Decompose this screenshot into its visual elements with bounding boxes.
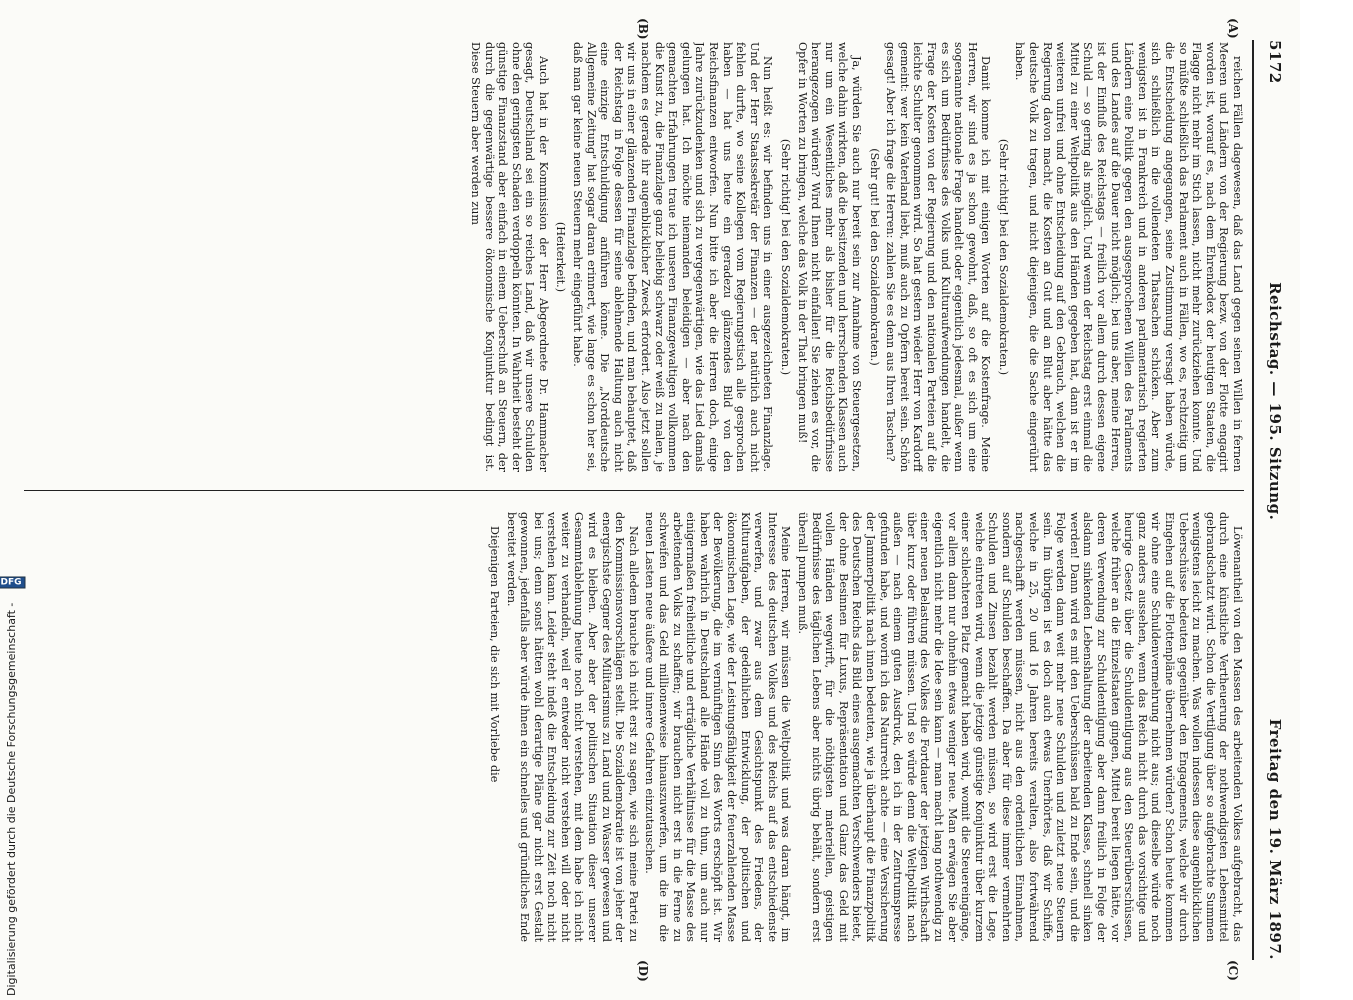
page-title: Reichstag. — 195. Sitzung. (1266, 282, 1284, 521)
column-divider (24, 490, 1244, 491)
paragraph: reichen Fällen dagewesen, daß das Land gegen seinen Willen in fernen Meeren und Ländern von der Regierung bezw. von der Flotte engagirt worden ist, worauf es, nach dem Ehrenkodex der heutigen Staaten, die Flagge nicht mehr im Stich lassen, nicht mehr zurückziehen konnte. Und so müßte schließlich das Parlament auch in Fällen, wo es, rechtzeitig um die Entscheidung angegangen, seine Zustimmung versagt haben würde, sich schließlich in die vollendeten Thatsachen schicken. Aber zum wenigsten ist in Frankreich und in anderen parlamentarisch regierten Ländern eine Politik gegen den ausgesprochenen Willen des Parlaments und des Landes auf die Dauer nicht möglich; bei uns aber, meine Herren, ist der Einfluß des Reichstags — freilich vor allem durch dessen eigene Schuld — so gering als möglich. Und wenn der Reichstag erst einmal die Mittel zu einer Weltpolitik aus den Händen gegeben hat, dann ist er im weiteren unfrei und ohne Entscheidung auf den Gebrauch, welchen die Regierung davon macht, die Kosten an Gut und an Blut aber hätte das deutsche Volk zu tragen, und nicht diejenigen, die die Sache eingerührt haben. (1013, 42, 1244, 472)
paragraph: Diejenigen Parteien, die sich mit Vorliebe die (487, 526, 501, 783)
interjection: (Sehr richtig! bei den Sozialdemokraten.) (779, 138, 792, 376)
header-rule (1252, 40, 1254, 960)
paragraph: Nun heißt es: wir befinden uns in einer ausgezeichneten Finanzlage. Und der Herr Staatssekretär der Finanzen — der natürlich auch nicht fehlen durfte, wo seine Kollegen vom Regierungstisch alle gesprochen haben — hat uns heute ein geradezu glänzendes Bild von den Reichsfinanzen entworfen. Nun bitte ich aber die Herren doch, einige Jahre zurückzudenken und sich zu vergegenwärtigen, wie das Lied damals gelungen hat. Ich möchte niemanden beleidigen — aber nach den gemachten Erfahrungen traue ich unseren Finanzgewaltigen vollkommen die Kunst zu, die Finanzlage ganz beliebig schwarz oder weiß zu malen, je nachdem es gerade ihr augenblicklicher Zweck erfordert. Also jetzt sollen wir uns in einer glänzenden Finanzlage befinden, und man behauptet, daß der Reichstag in Folge dessen für seine ablehnende Haltung auch nicht eine einzige Entschuldigung anführen könne. Die „Norddeutsche Allgemeine Zeitung" hat sogar daran erinnert, wie lange es schon her sei, daß man gar keine neuen Steuern mehr eingeführt habe. (571, 42, 775, 472)
margin-marker-d: (D) (636, 960, 650, 982)
digitization-credit (2, 2, 24, 996)
page-header (1258, 40, 1292, 960)
interjection: (Sehr richtig! bei den Sozialdemokraten.) (996, 138, 1010, 376)
left-text-column (24, 42, 1244, 472)
interjection: (Sehr gut! bei den Sozialdemokraten.) (867, 148, 881, 366)
paragraph: Meine Herren, wir müssen die Weltpolitik und was daran hängt, im Interesse des deutschen Volkes und des Reichs auf das entschiedenste verwerfen, und zwar aus dem Gesichtspunkt des Friedens, der Kulturaufgaben, der gedeihlichen Entwicklung, der politischen und ökonomischen Lage, wie der Leistungsfähigkeit der feuerzahlenden Masse der Bevölkerung, die im vernünftigen Sinn des Worts erschöpft ist. Wir haben wahrlich in Deutschland alle Hände voll zu thun, um auch nur einigermaßen freiheitliche und erträgliche Verhältnisse für die Masse des arbeitenden Volks zu schaffen; wir brauchen nicht erst in die Ferne zu schweifen und das Geld millionenweise hinauszuwerfen, um die im die neuen Lasten neue äußere und innere Gefahren einzutauschen. (643, 512, 793, 942)
margin-marker-b: (B) (636, 18, 650, 40)
interjection: (Heiterkeit.) (554, 221, 568, 293)
paragraph: Nach alledem brauche ich nicht erst zu sagen, wie sich meine Partei zu den Kommissionsvorschlägen stellt. Die Sozialdemokratie ist von jeher der energischste Gegner des Militarismus zu Land und zu Wasser gewesen und wird es bleiben. Aber aber der politischen Situation dieser unserer Gesammtablehnung heute noch nicht verstehen, mit dem habe ich nicht weiter zu verhandeln, weil er entweder nicht verstehen will oder nicht verstehen kann. Leider steht indeß die Entscheidung zur Zeit noch nicht bei uns; denn sonst hätten wohl derartige Pläne gar nicht erst Gestalt gewonnen, jedenfalls aber würde ihnen ein schnelles und gründliches Ende bereitet werden. (504, 512, 640, 942)
credit-text: Digitalisierung gefördert durch die Deutsche Forschungsgemeinschaft - (4, 602, 18, 996)
margin-marker-a: (A) (1226, 18, 1240, 39)
margin-marker-c: (C) (1226, 960, 1240, 981)
paragraph: Damit komme ich mit einigen Worten auf die Kostenfrage. Meine Herren, wir sind es ja schon gewohnt, daß, so oft es sich um eine sogenannte nationale Frage handelt oder eigentlich jedesmal, außer wenn es sich um Bedürfnisse des Volks und Kulturaufwendungen handelt, die Frage der Kosten von der Regierung und den nationalen Parteien auf die leichte Schulter genommen wird. So hat gestern wieder Herr von Kardorff gemeint: wer kein Vaterland liebt, muß auch zu Opfern bereit sein. Schön gesagt! Aber ich frage die Herren: zahlen Sie es denn aus Ihren Taschen? (884, 42, 993, 472)
paragraph: Löwenantheil von den Massen des arbeitenden Volkes aufgebracht, das durch eine künstliche Vertheuerung der nothwendigsten Lebensmittel gebrandschatzt wird. Schon die Vertilgung über so aufgebrachte Summen wenigstens leicht zu machen. Was wollen indessen diese augenblicklichen Ueberschüsse bedeuten gegenüber den Engagements, welche wir durch Eingehen auf die Flottenpläne übernehmen würden? Schon heute kommen wir ohne eine Schuldenvermehrung nicht aus; und dieselbe würde noch ganz anders aussehen, wenn das Reich nicht durch das vorsichtige und heurige Gesetz über die Schuldentilgung aus den Steuerüberschüssen, welche früher an die Einzelstaaten gingen, Mittel bereit liegen hätte, vor deren Verwendung zur Schuldentilgung aber dann freilich in Folge der alsdann sinkenden Lebenshaltung der arbeitenden Klasse, schnell sinken werden! Dann wird es mit den Ueberschüssen bald zu Ende sein, und die Folge werden dann weit mehr neue Schulden und zuletzt neue Steuern sein. Im übrigen ist es doch auch etwas Unerhörtes, daß wir Schiffe, welche in 25, 20 und 16 Jahren bereits veralten, also fortwährend nachgeschafft werden müssen, nicht aus den ordentlichen Einnahmen, sondern auf Schulden beschaffen. Da aber für diese immer vermehrten Schulden und Zinsen bezahlt werden müssen, so wird erst die Lage, welche eintreten wird, wenn die jetzige günstige Konjunktur über kurzem einer schlechteren Platz gemacht haben wird, womit die Steuereingänge, vor allem dann nur ohnehin etwas weniger neue. Man erwägen Sie aber eigentlich nicht mehr die Idee sein kann — man macht lang nothwendig zu einer neuen Belastung des Volkes die Fortdauer der jetzigen Wirthschaft über kurz oder führen müssen. Und so würde denn die Weltpolitik nach außen — nach einem guten Ausdruck, den ich in der Zentrumspresse gefunden habe, und worin ich das Naturrecht achte — eine Versicherung der Jammerpolitik nach innen bedeuten, wie ja überhaupt die Finanzpolitik des Deutschen Reichs das Bild eines ausgemachten Verschwenders bietet, der ohne Besinnen für Luxus, Repräsentation und Glanz das Geld mit vollen Händen wegwirft, für die nöthigsten materiellen, geistigen Bedürfnisse des täglichen Lebens aber nichts übrig behält, sondern erst überall pumpen muß. (796, 512, 1244, 942)
paragraph: Ja, würden Sie auch nur bereit sein zur Annahme von Steuergesetzen, welche dahin wirkten, daß die besitzenden und herrschenden Klassen auch nur um ein Wesentliches mehr als bisher für die Reichsbedürfnisse herangezogen würden? Wird Ihnen nicht einfallen! Sie ziehen es vor, die Opfer in Worten zu bringen, welche das Volk in der That bringen muß! (795, 42, 863, 472)
dfg-logo-icon: DFG (0, 576, 26, 588)
page-date: Freitag den 19. März 1897. (1266, 718, 1284, 960)
right-text-column (24, 512, 1244, 942)
paragraph: Auch hat in der Kommission der Herr Abgeordnete Dr. Hammacher gesagt, Deutschland sei ein so reiches Land, daß wir unsere Schulden ohne den geringsten Schaden verdoppeln könnten. In Wahrheit besteht der günstige Finanzstand aber einfach in einem Ueberschuß an Steuern, der durch die gegenwärtige bessere ökonomische Konjunktur bedingt ist. Diese Steuern aber werden zum (468, 42, 550, 472)
page-number: 5172 (1266, 40, 1284, 84)
